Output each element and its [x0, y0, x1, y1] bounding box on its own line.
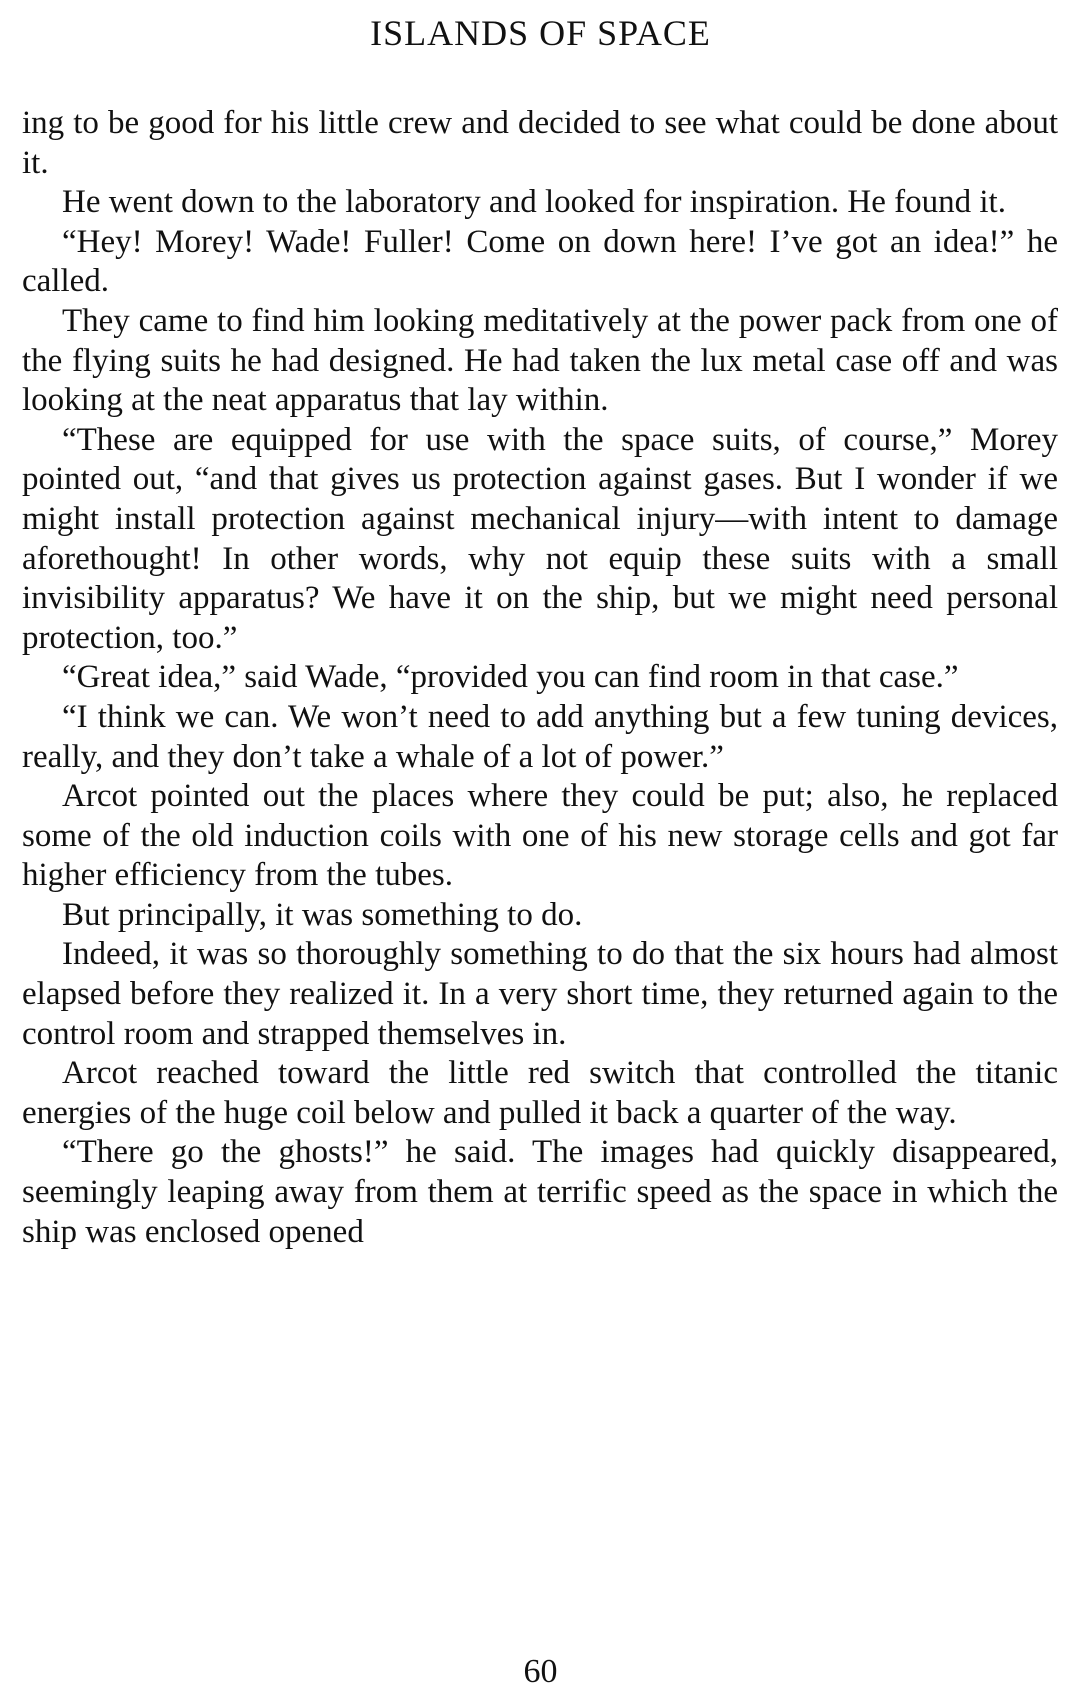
paragraph: “Great idea,” said Wade, “provided you can find room in that case.”	[62, 659, 959, 696]
paragraph: Arcot pointed out the places where they could be put; also, he replaced some of the old induction coils with one of his new storage cells and got far higher efficiency from the tubes.	[22, 778, 1058, 894]
paragraph: “I think we can. We won’t need to add anything but a few tuning devices, really, and they don’t take a whale of a lot of power.”	[22, 698, 1058, 775]
paragraph: Indeed, it was so thoroughly something to do that the six hours had almost elapsed before they realized it. In a very short time, they returned again to the control room and strapped themselves in.	[22, 936, 1058, 1052]
body-text	[22, 104, 1058, 1252]
paragraph: But principally, it was something to do.	[62, 896, 583, 933]
paragraph: Arcot reached toward the little red switch that controlled the titanic energies of the huge coil below and pulled it back a quarter of the way.	[22, 1055, 1058, 1131]
paragraph: ing to be good for his little crew and decided to see what could be done about it.	[22, 105, 1058, 181]
paragraph: They came to find him looking meditatively at the power pack from one of the flying suits he had designed. He had taken the lux metal case off and was looking at the neat apparatus that lay within.	[22, 302, 1058, 419]
page-number: 60	[523, 1653, 558, 1690]
paragraph: “Hey! Morey! Wade! Fuller! Come on down here! I’ve got an idea!” he called.	[22, 223, 1058, 300]
paragraph: “These are equipped for use with the space suits, of course,” Morey pointed out, “and that gives us protection against gases. But I wonder if we might install protection against mechanical injury—with intent to damage aforethought! In other words, why not equip these suits with a small invisibility apparatus? We have it on the ship, but we might need personal protection, too.”	[22, 421, 1058, 656]
running-title: ISLANDS OF SPACE	[370, 13, 711, 53]
paragraph: “There go the ghosts!” he said. The images had quickly disappeared, seemingly leaping away from them at terrific speed as the space in which the ship was enclosed opened	[22, 1134, 1058, 1250]
paragraph: He went down to the laboratory and looked for inspiration. He found it.	[62, 184, 1006, 221]
